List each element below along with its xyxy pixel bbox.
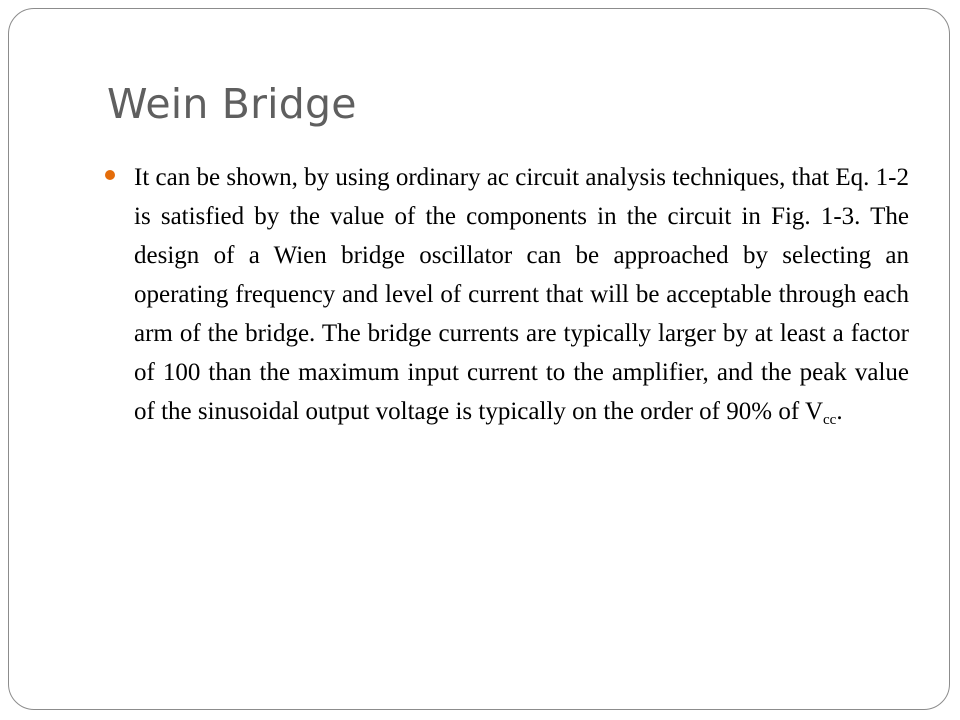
- bullet-dot-icon: [105, 170, 115, 180]
- vcc-subscript: cc: [823, 412, 837, 428]
- bullet-body-text: It can be shown, by using ordinary ac circuit analysis techniques, that Eq. 1-2 is satisfied by the value of the components in the circuit in Fig. 1-3. The design of a Wien bridge oscillator can be approached by selecting an operating frequency and level of current that will be acceptable through each arm of the bridge. The bridge currents are typically larger by at least a factor of 100 than the maximum input current to the amplifier, and the peak value of the sinusoidal output voltage is typically on the order of 90% of V: [134, 164, 909, 425]
- slide-title: Wein Bridge: [107, 80, 357, 128]
- bullet-end-period: .: [836, 398, 843, 425]
- bullet-paragraph: [134, 158, 909, 431]
